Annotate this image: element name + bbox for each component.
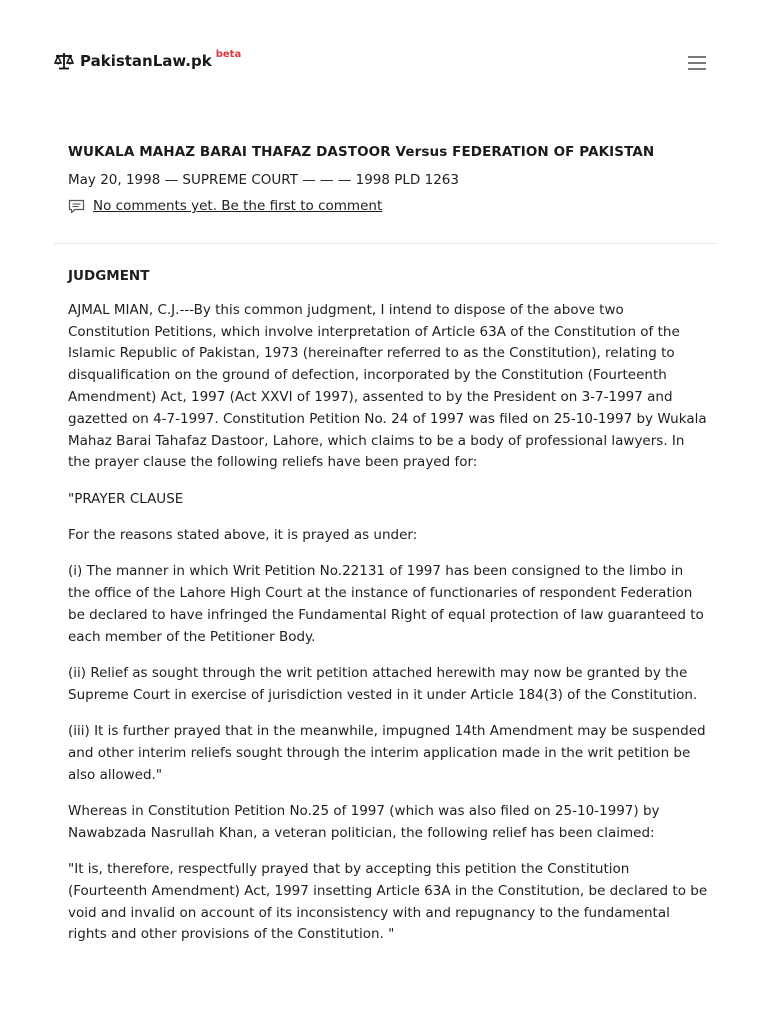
case-title: WUKALA MAHAZ BARAI THAFAZ DASTOOR Versus FEDERATION OF PAKISTAN — [68, 144, 655, 160]
judgment-paragraph: "It is, therefore, respectfully prayed that by accepting this petition the Constitution (Fourteenth Amendment) Act, 1997 insetting Article 63A in the Constitution, be declared to be void and invalid on account of its inconsistency with and repugnancy to the fundamental rights and other provisions of the Constitution. " — [68, 861, 708, 943]
judgment-paragraph: For the reasons stated above, it is prayed as under: — [68, 526, 418, 543]
case-header — [68, 144, 708, 214]
comment-icon — [68, 199, 85, 214]
comments-row — [68, 198, 708, 214]
judgment-paragraph: AJMAL MIAN, C.J.---By this common judgment, I intend to dispose of the above two Constitution Petitions, which involve interpretation of Article 63A of the Constitution of the Islamic Republic of Pakistan, 1973 (hereinafter referred to as the Constitution), relating to disqualification on the ground of defection, incorporated by the Constitution (Fourteenth Amendment) Act, 1997 (Act XXVI of 1997), assented to by the President on 3-7-1997 and gazetted on 4-7-1997. Constitution Petition No. 24 of 1997 was filed on 25-10-1997 by Wukala Mahaz Barai Tahafaz Dastoor, Lahore, which claims to be a body of professional lawyers. In the prayer clause the following reliefs have been prayed for: — [68, 301, 707, 471]
judgment-paragraph: "PRAYER CLAUSE — [68, 490, 184, 507]
site-header — [54, 48, 242, 70]
scales-of-justice-icon[interactable] — [54, 52, 74, 70]
judgment-paragraph: (ii) Relief as sought through the writ petition attached herewith may now be granted by the Supreme Court in exercise of jurisdiction vested in it under Article 184(3) of the Constitution. — [68, 664, 698, 703]
case-meta: May 20, 1998 — SUPREME COURT — — — 1998 PLD 1263 — [68, 172, 459, 188]
beta-badge: beta — [215, 48, 242, 60]
judgment-paragraph: Whereas in Constitution Petition No.25 of 1997 (which was also filed on 25-10-1997) by Nawabzada Nasrullah Khan, a veteran politician, the following relief has been claimed: — [68, 802, 660, 841]
judgment-body — [68, 266, 708, 961]
judgment-heading: JUDGMENT — [68, 268, 150, 284]
comments-link[interactable]: No comments yet. Be the first to comment — [93, 198, 383, 214]
divider — [54, 243, 716, 244]
judgment-paragraph: (i) The manner in which Writ Petition No.22131 of 1997 has been consigned to the limbo in the office of the Lahore High Court at the instance of functionaries of respondent Federation be declared to have infringed the Fundamental Right of equal protection of law guaranteed to each member of the Petitioner Body. — [68, 563, 704, 645]
hamburger-menu-icon[interactable] — [688, 56, 706, 72]
judgment-paragraph: (iii) It is further prayed that in the meanwhile, impugned 14th Amendment may be suspended and other interim reliefs sought through the interim application made in the writ petition be also allowed." — [68, 723, 706, 783]
brand-name[interactable]: PakistanLaw.pk — [80, 52, 212, 70]
